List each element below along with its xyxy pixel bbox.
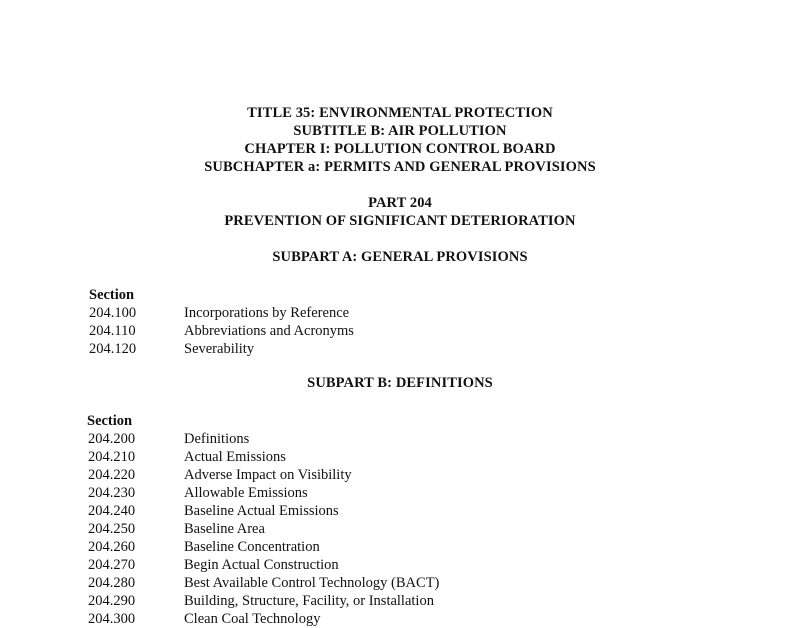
section-title: Clean Coal Technology [184,611,321,627]
section-number: 204.240 [88,503,136,519]
toc-row [0,430,800,448]
subchapter-heading: SUBCHAPTER a: PERMITS AND GENERAL PROVISIONS [204,159,596,175]
section-title: Best Available Control Technology (BACT) [184,575,440,591]
section-number: 204.290 [88,593,136,609]
section-title: Allowable Emissions [184,485,308,501]
subpart-a-heading: SUBPART A: GENERAL PROVISIONS [272,249,528,265]
section-title: Actual Emissions [184,449,286,465]
subtitle-heading: SUBTITLE B: AIR POLLUTION [293,123,507,139]
toc-row [0,592,800,610]
section-number: 204.120 [89,341,137,357]
section-title: Baseline Area [184,521,265,537]
section-number: 204.210 [88,449,136,465]
part-heading: PART 204 [368,195,432,211]
section-title: Begin Actual Construction [184,557,339,573]
toc-row [0,304,800,322]
section-title: Adverse Impact on Visibility [184,467,352,483]
subpart-b-heading: SUBPART B: DEFINITIONS [307,375,493,391]
section-number: 204.110 [89,323,136,339]
title-heading: TITLE 35: ENVIRONMENTAL PROTECTION [247,105,553,121]
toc-row [0,520,800,538]
section-title: Incorporations by Reference [184,305,350,321]
section-title: Baseline Actual Emissions [184,503,339,519]
part-title-heading: PREVENTION OF SIGNIFICANT DETERIORATION [224,213,576,229]
toc-row [0,484,800,502]
subpart-a-section-label: Section [89,287,135,303]
section-number: 204.250 [88,521,136,537]
toc-row [0,322,800,340]
section-number: 204.230 [88,485,136,501]
section-number: 204.220 [88,467,136,483]
toc-row [0,574,800,592]
section-title: Building, Structure, Facility, or Installation [184,593,434,609]
subpart-b-section-label: Section [87,413,133,429]
toc-row [0,538,800,556]
section-number: 204.300 [88,611,136,627]
section-title: Abbreviations and Acronyms [184,323,354,339]
toc-row [0,340,800,358]
subpart-a-header [0,248,800,266]
toc-row [0,502,800,520]
section-number: 204.270 [88,557,136,573]
section-number: 204.200 [88,431,136,447]
section-number: 204.280 [88,575,136,591]
part-header [0,194,800,230]
section-title: Baseline Concentration [184,539,320,555]
document-header [0,104,800,176]
section-number: 204.100 [89,305,137,321]
section-number: 204.260 [88,539,136,555]
subpart-b-header [0,374,800,392]
section-title: Definitions [184,431,250,447]
chapter-heading: CHAPTER I: POLLUTION CONTROL BOARD [244,141,556,157]
toc-row [0,448,800,466]
toc-row [0,466,800,484]
toc-row [0,556,800,574]
section-title: Severability [184,341,255,357]
toc-row [0,610,800,627]
